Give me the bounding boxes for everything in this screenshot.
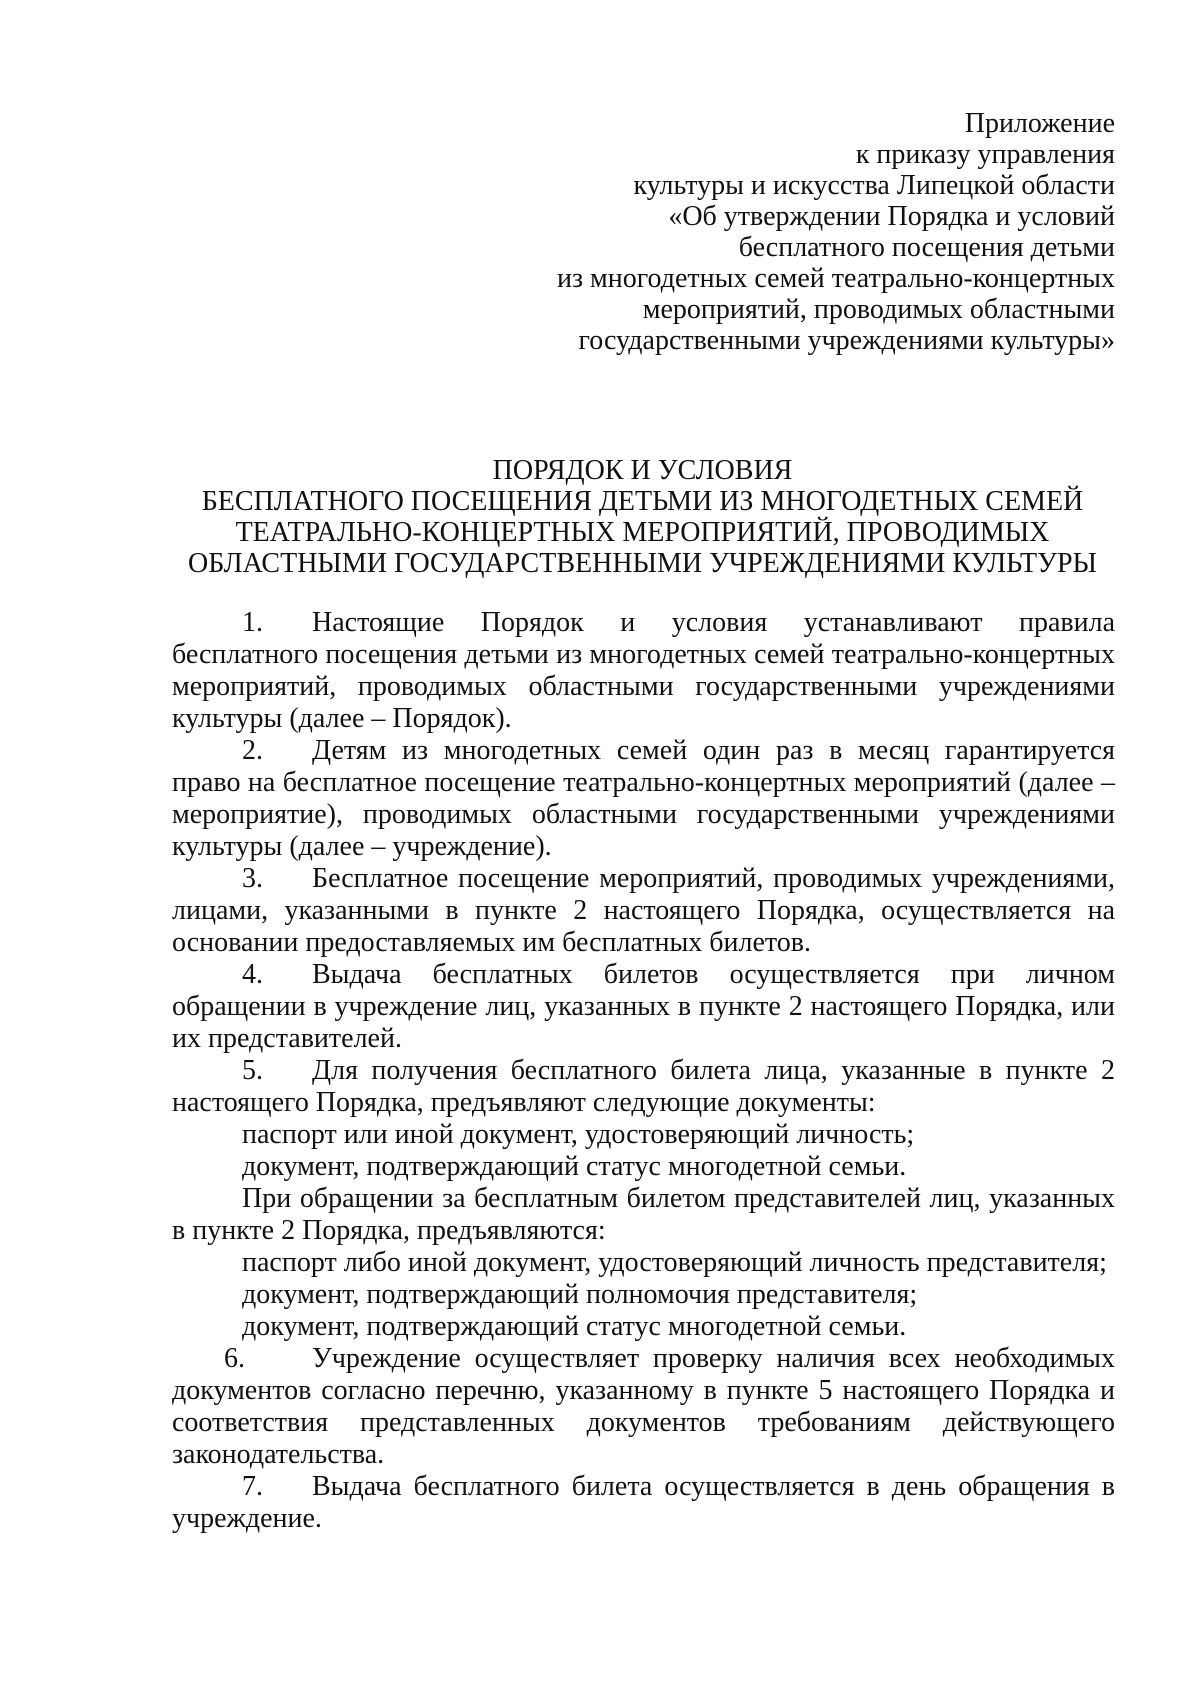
clause-number: 4. [242, 959, 263, 990]
clause-1 [172, 607, 1115, 735]
clause-5-representative-doc-1: паспорт либо иной документ, удостоверяющий личность представителя; [242, 1247, 1107, 1278]
clause-text: Выдача бесплатного билета осуществляется в день обращения в учреждение. [172, 1471, 1115, 1534]
clause-5-representative-doc-2: документ, подтверждающий полномочия представителя; [242, 1279, 918, 1310]
title-line: ПОРЯДОК И УСЛОВИЯ [492, 455, 793, 486]
appendix-line: мероприятий, проводимых областными [642, 294, 1115, 325]
title-line: ТЕАТРАЛЬНО-КОНЦЕРТНЫХ МЕРОПРИЯТИЙ, ПРОВОДИМЫХ [235, 517, 1050, 548]
clause-text: Настоящие Порядок и условия устанавливают правила бесплатного посещения детьми из многодетных семей театрально-концертных мероприятий, проводимых областными государственными учреждениями культуры (далее – Порядок). [172, 607, 1115, 734]
clause-5-doc-1: паспорт или иной документ, удостоверяющий личность; [242, 1119, 915, 1150]
appendix-line: Приложение [964, 108, 1115, 139]
clause-text: Для получения бесплатного билета лица, указанные в пункте 2 настоящего Порядка, предъявляют следующие документы: [172, 1055, 1115, 1118]
clause-5-representative-intro: При обращении за бесплатным билетом представителей лиц, указанных в пункте 2 Порядка, предъявляются: [172, 1183, 1115, 1246]
clause-number: 7. [242, 1471, 263, 1502]
clause-6 [172, 1343, 1115, 1471]
clause-5-representative-doc-3: документ, подтверждающий статус многодетной семьи. [242, 1311, 907, 1342]
clause-5 [172, 1055, 1115, 1119]
clause-2 [172, 735, 1115, 863]
clause-5-doc-2: документ, подтверждающий статус многодетной семьи. [242, 1151, 907, 1182]
clause-text: Выдача бесплатных билетов осуществляется при личном обращении в учреждение лиц, указанных в пункте 2 настоящего Порядка, или их представителей. [172, 959, 1115, 1054]
clause-7 [172, 1471, 1115, 1535]
appendix-line: государственными учреждениями культуры» [578, 325, 1115, 356]
appendix-header [555, 108, 1115, 356]
appendix-line: к приказу управления [855, 139, 1115, 170]
document-body [172, 607, 1115, 1535]
title-line: ОБЛАСТНЫМИ ГОСУДАРСТВЕННЫМИ УЧРЕЖДЕНИЯМИ КУЛЬТУРЫ [188, 548, 1097, 579]
clause-number: 5. [242, 1055, 263, 1086]
clause-number: 2. [242, 735, 263, 766]
clause-number: 3. [242, 863, 263, 894]
clause-text: Детям из многодетных семей один раз в месяц гарантируется право на бесплатное посещение театрально-концертных мероприятий (далее – мероприятие), проводимых областными государственными учреждениями культуры (далее – учреждение). [172, 735, 1115, 862]
appendix-line: культуры и искусства Липецкой области [633, 170, 1115, 201]
clause-4 [172, 959, 1115, 1055]
appendix-line: «Об утверждении Порядка и условий [668, 201, 1115, 232]
clause-text: Учреждение осуществляет проверку наличия всех необходимых документов согласно перечню, указанному в пункте 5 настоящего Порядка и соответствия представленных документов требованиям действующего законодательства. [172, 1343, 1115, 1470]
appendix-line: бесплатного посещения детьми [738, 232, 1115, 263]
clause-number: 6. [224, 1343, 245, 1374]
clause-number: 1. [242, 607, 263, 638]
document-title [170, 455, 1115, 579]
appendix-line: из многодетных семей театрально-концертных [556, 263, 1115, 294]
clause-3 [172, 863, 1115, 959]
title-line: БЕСПЛАТНОГО ПОСЕЩЕНИЯ ДЕТЬМИ ИЗ МНОГОДЕТНЫХ СЕМЕЙ [201, 486, 1084, 517]
clause-text: Бесплатное посещение мероприятий, проводимых учреждениями, лицами, указанными в пункте 2 настоящего Порядка, осуществляется на основании предоставляемых им бесплатных билетов. [172, 863, 1115, 958]
